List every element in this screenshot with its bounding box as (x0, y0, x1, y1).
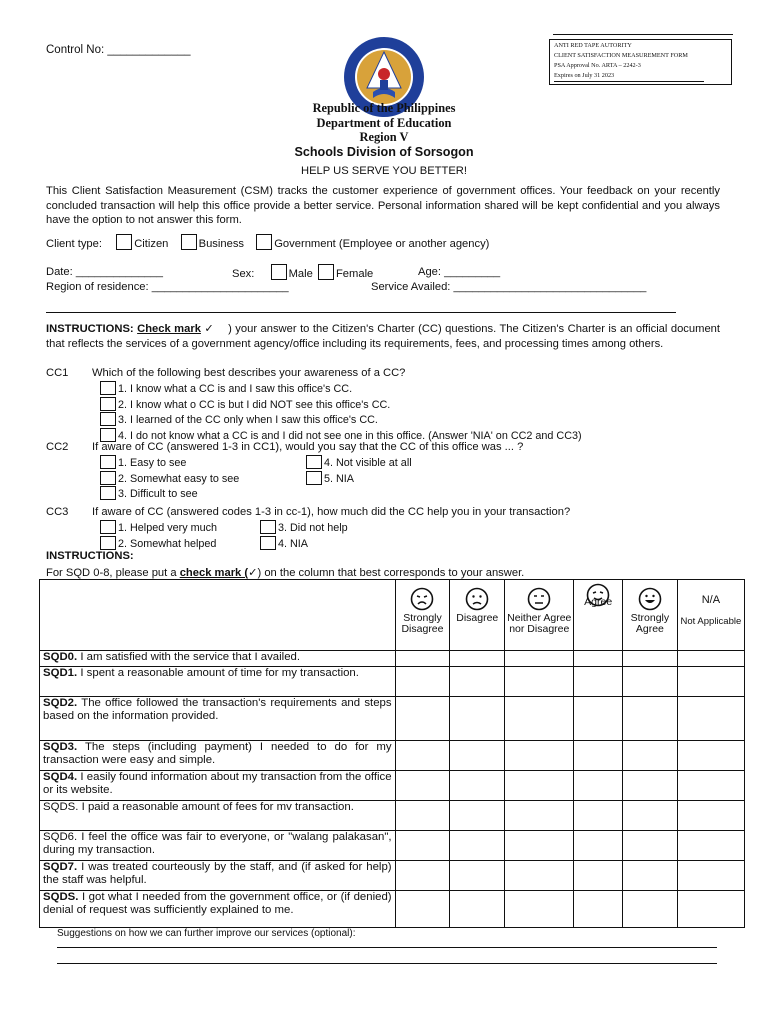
col-label-na: N/A (701, 594, 721, 606)
sqd-instructions-before: For SQD 0-8, please put a (46, 567, 180, 579)
cc2-options-left (100, 455, 239, 502)
sqd-instructions-label: INSTRUCTIONS: (46, 550, 134, 562)
rating-cell[interactable] (574, 771, 623, 801)
sqd-text: I am satisfied with the service that I availed. (77, 651, 301, 663)
cc3-option-1-checkbox[interactable] (100, 520, 116, 534)
rating-cell[interactable] (395, 831, 450, 861)
region-field[interactable]: Region of residence: ______________________ (46, 281, 289, 293)
arta-line-2: CLIENT SATISFACTION MEASUREMENT FORM (554, 52, 688, 59)
sqd-code: SQD2. (43, 697, 78, 709)
rating-cell[interactable] (622, 651, 677, 667)
cc3-options-left (100, 520, 217, 551)
rating-cell[interactable] (622, 861, 677, 891)
sqd-text: SQDS. I paid a reasonable amount of fees for mv transaction. (43, 801, 354, 813)
sqd-question-cell (40, 801, 396, 831)
arta-line-4: Expires on July 31 2023 (554, 71, 704, 82)
rating-cell[interactable] (395, 651, 450, 667)
instructions-label: INSTRUCTIONS: (46, 323, 134, 335)
arta-line-3: PSA Approval No. ARTA – 2242-3 (554, 62, 641, 69)
rating-cell[interactable] (677, 697, 744, 741)
very-sad-face-icon (410, 587, 434, 611)
rating-cell[interactable] (505, 651, 574, 667)
service-field[interactable]: Service Availed: _______________________________ (371, 281, 647, 293)
cc1-question: Which of the following best describes your awareness of a CC? (92, 367, 406, 379)
sqd-question-cell (40, 697, 396, 741)
rating-cell[interactable] (677, 741, 744, 771)
table-row (40, 801, 745, 831)
rating-cell[interactable] (574, 861, 623, 891)
female-checkbox[interactable] (318, 264, 334, 280)
rating-cell[interactable] (622, 741, 677, 771)
col-neither (505, 580, 574, 651)
sqd-text: I was treated courteously by the staff, and (if asked for help) the staff was helpful. (43, 861, 392, 886)
col-label-not-applicable: Not Applicable (680, 616, 742, 627)
sqd-code: SQD7. (43, 861, 78, 873)
sqd-code: SQDS. (43, 891, 79, 903)
col-strongly-disagree (395, 580, 450, 651)
rating-cell[interactable] (677, 891, 744, 928)
big-smile-face-icon (638, 587, 662, 611)
sqd-text: The office followed the transaction's requirements and steps based on the information provided. (43, 697, 392, 722)
cc3-code: CC3 (46, 506, 69, 518)
sex-row (232, 264, 373, 280)
rating-cell[interactable] (677, 651, 744, 667)
rating-cell[interactable] (505, 771, 574, 801)
rating-cell[interactable] (450, 771, 505, 801)
cc1-options (100, 381, 582, 443)
sqd-question-cell (40, 741, 396, 771)
cc2-option-5-checkbox[interactable] (306, 471, 322, 485)
arta-top-rule (553, 34, 733, 35)
cc3-question: If aware of CC (answered codes 1-3 in cc-1), how much did the CC help you in your transaction? (92, 506, 571, 518)
tagline: HELP US SERVE YOU BETTER! (300, 165, 467, 177)
table-row (40, 697, 745, 741)
title-line-2: Department of Education (316, 115, 452, 130)
rating-cell[interactable] (450, 861, 505, 891)
client-type-label: Client type: (46, 238, 102, 250)
cc3-option-4-checkbox[interactable] (260, 536, 276, 550)
cc3-option-4: 4. NIA (278, 537, 309, 550)
table-row (40, 891, 745, 928)
rating-cell[interactable] (505, 667, 574, 697)
cc2-option-4: 4. Not visible at all (324, 457, 412, 469)
rating-cell[interactable] (574, 651, 623, 667)
rating-cell[interactable] (450, 741, 505, 771)
rating-cell[interactable] (677, 667, 744, 697)
client-type-row (46, 234, 489, 250)
rating-cell[interactable] (505, 697, 574, 741)
date-field[interactable]: Date: ______________ (46, 266, 163, 278)
rating-cell[interactable] (395, 741, 450, 771)
sqd-code: SQD3. (43, 741, 78, 753)
cc2-option-5: 5. NIA (324, 472, 355, 485)
sqd-code: SQD0. (43, 651, 78, 663)
sqd-instructions (46, 566, 524, 579)
cc2-option-3: 3. Difficult to see (118, 488, 198, 501)
rating-cell[interactable] (574, 891, 623, 928)
sqd-table (39, 579, 745, 928)
female-label: Female (335, 268, 374, 280)
cc1-option-3: 3. I learned of the CC only when I saw this office's CC. (118, 414, 378, 427)
rating-cell[interactable] (505, 891, 574, 928)
cc1-option-4: 4. I do not know what a CC is and I did not see one in this office. (Answer 'NIA' on CC2 and CC3) (118, 429, 582, 442)
cc2-option-2: 2. Somewhat easy to see (118, 472, 240, 485)
cc2-option-1: 1. Easy to see (118, 457, 187, 469)
sqd-question-cell (40, 771, 396, 801)
cc3-option-3-checkbox[interactable] (260, 520, 276, 534)
government-checkbox[interactable] (256, 234, 272, 250)
title-line-4: Schools Division of Sorsogon (294, 144, 474, 159)
rating-cell[interactable] (677, 831, 744, 861)
col-label-strongly-disagree: Strongly Disagree (401, 612, 444, 635)
business-checkbox[interactable] (181, 234, 197, 250)
cc-instructions-text: ) your answer to the Citizen's Charter (CC) questions. The Citizen's Charter is an official document that reflects the services of a government agency/office including its requirements, fees, and processing times among others. (46, 323, 720, 350)
check-mark-icon: ✓ (200, 323, 229, 335)
sqd-question-cell (40, 831, 396, 861)
cc1-option-2-checkbox[interactable] (100, 397, 116, 411)
table-row (40, 651, 745, 667)
sqd-code: SQD1. (43, 667, 78, 679)
rating-cell[interactable] (395, 891, 450, 928)
government-label: Government (Employee or another agency) (274, 238, 490, 250)
rating-cell[interactable] (622, 801, 677, 831)
sex-label: Sex: (232, 268, 255, 280)
cc2-option-2-checkbox[interactable] (100, 471, 116, 485)
divider-line (46, 312, 676, 313)
sqd-text: I got what I needed from the government office, or (if denied) denial of request was sufficiently explained to me. (43, 891, 392, 916)
table-row (40, 771, 745, 801)
col-label-agree: Agree (584, 596, 613, 608)
rating-cell[interactable] (622, 697, 677, 741)
rating-cell[interactable] (622, 771, 677, 801)
cc2-option-4-checkbox[interactable] (306, 455, 322, 469)
rating-cell[interactable] (574, 801, 623, 831)
col-label-neither: Neither Agree nor Disagree (507, 612, 572, 635)
rating-cell[interactable] (450, 651, 505, 667)
rating-cell[interactable] (450, 697, 505, 741)
control-no-label: Control No: _____________ (46, 44, 191, 56)
cc3-option-2: 2. Somewhat helped (118, 537, 217, 550)
intro-paragraph: This Client Satisfaction Measurement (CSM) tracks the customer experience of government offices. Your feedback on your recently concluded transaction will help this office provide a better service. Personal information shared will be kept confidential and you always have the option to not answer this form. (46, 185, 720, 226)
sqd-code: SQD4. (43, 771, 78, 783)
age-field[interactable]: Age: _________ (418, 266, 501, 278)
rating-cell[interactable] (505, 831, 574, 861)
sqd-question-cell (40, 861, 396, 891)
rating-cell[interactable] (395, 771, 450, 801)
neutral-face-icon (527, 587, 551, 611)
male-label: Male (288, 268, 313, 280)
male-checkbox[interactable] (271, 264, 287, 280)
cc1-option-1: 1. I know what a CC is and I saw this office's CC. (118, 383, 353, 395)
table-row (40, 861, 745, 891)
rating-cell[interactable] (395, 861, 450, 891)
cc1-option-1-checkbox[interactable] (100, 381, 116, 395)
rating-cell[interactable] (574, 667, 623, 697)
rating-cell[interactable] (574, 741, 623, 771)
sad-face-icon (465, 587, 489, 611)
rating-cell[interactable] (677, 771, 744, 801)
cc3-option-3: 3. Did not help (278, 522, 348, 534)
sqd-text: SQD6. I feel the office was fair to everyone, or "walang palakasan", during my transaction. (43, 831, 392, 856)
sqd-question-cell (40, 891, 396, 928)
col-agree (574, 580, 623, 651)
cc1-option-2: 2. I know what o CC is but I did NOT see this office's CC. (118, 398, 391, 411)
rating-cell[interactable] (450, 831, 505, 861)
cc2-options-right (306, 455, 412, 486)
rating-cell[interactable] (677, 861, 744, 891)
sqd-text: I easily found information about my transaction from the office or its website. (43, 771, 392, 796)
col-na (677, 580, 744, 651)
sqd-text: The steps (including payment) I needed to do for my transaction were easy and simple. (43, 741, 392, 766)
citizen-label: Citizen (134, 238, 169, 250)
cc2-option-3-checkbox[interactable] (100, 486, 116, 500)
sqd-question-cell (40, 667, 396, 697)
suggestions-label: Suggestions on how we can further improve our services (optional): (57, 928, 356, 939)
cc3-option-1: 1. Helped very much (118, 522, 218, 534)
cc1-code: CC1 (46, 367, 69, 379)
cc1-option-3-checkbox[interactable] (100, 412, 116, 426)
rating-cell[interactable] (574, 697, 623, 741)
rating-cell[interactable] (450, 891, 505, 928)
cc-instructions (46, 322, 720, 351)
cc2-code: CC2 (46, 441, 69, 453)
header-blank-cell (40, 580, 396, 651)
cc1-option-4-checkbox[interactable] (100, 428, 116, 442)
table-row (40, 667, 745, 697)
rating-cell[interactable] (622, 891, 677, 928)
sqd-check-mark-label: check mark ( (179, 567, 249, 579)
col-label-strongly-agree: Strongly Agree (630, 612, 670, 635)
arta-line-1: ANTI RED TAPE AUTORITY (554, 42, 632, 49)
rating-cell[interactable] (622, 831, 677, 861)
title-line-1: Republic of the Philippines (312, 101, 456, 115)
suggestions-line-2[interactable] (57, 963, 717, 964)
check-mark-label: Check mark (137, 323, 201, 335)
rating-cell[interactable] (395, 801, 450, 831)
sqd-instructions-after: ) on the column that best corresponds to your answer. (257, 567, 525, 579)
rating-cell[interactable] (395, 667, 450, 697)
cc2-question: If aware of CC (answered 1-3 in CC1), would you say that the CC of this office was ... ? (92, 441, 524, 453)
col-strongly-agree (622, 580, 677, 651)
rating-cell[interactable] (395, 697, 450, 741)
col-label-disagree: Disagree (456, 612, 499, 624)
arta-box (549, 39, 732, 85)
cc3-options-right (260, 520, 348, 551)
sqd-check-icon: ✓ (248, 567, 258, 579)
table-header-row (40, 580, 745, 651)
business-label: Business (198, 238, 245, 250)
suggestions-line-1[interactable] (57, 947, 717, 948)
rating-cell[interactable] (450, 801, 505, 831)
page-title (0, 101, 768, 159)
table-row (40, 741, 745, 771)
rating-cell[interactable] (622, 667, 677, 697)
rating-cell[interactable] (450, 667, 505, 697)
rating-cell[interactable] (505, 741, 574, 771)
cc2-option-1-checkbox[interactable] (100, 455, 116, 469)
title-line-3: Region V (359, 130, 409, 144)
sqd-text: I spent a reasonable amount of time for my transaction. (77, 667, 359, 679)
citizen-checkbox[interactable] (116, 234, 132, 250)
col-disagree (450, 580, 505, 651)
table-row (40, 831, 745, 861)
rating-cell[interactable] (505, 801, 574, 831)
rating-cell[interactable] (574, 831, 623, 861)
rating-cell[interactable] (677, 801, 744, 831)
rating-cell[interactable] (505, 861, 574, 891)
sqd-question-cell (40, 651, 396, 667)
cc3-option-2-checkbox[interactable] (100, 536, 116, 550)
